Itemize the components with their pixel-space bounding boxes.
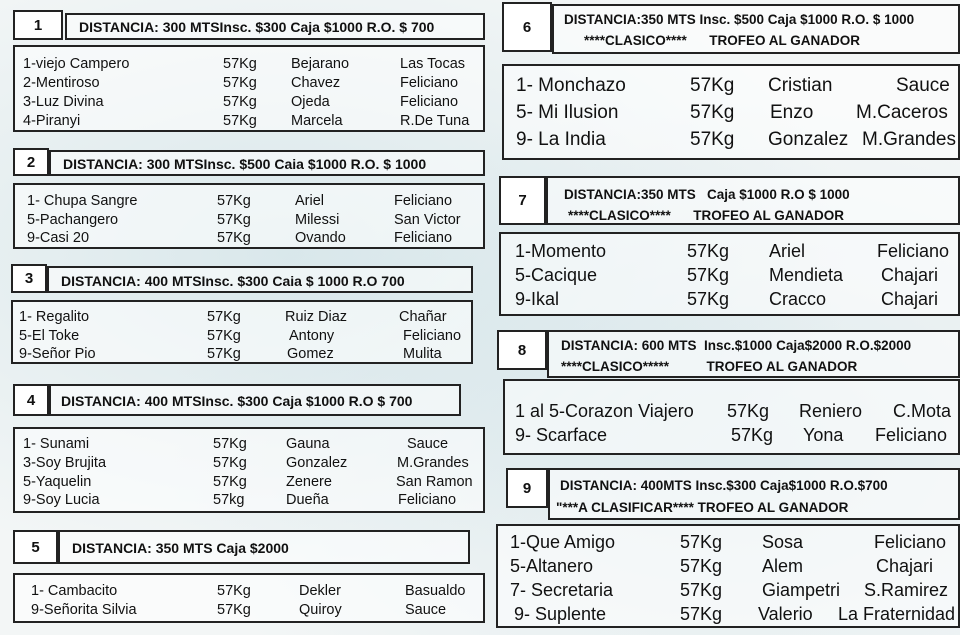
race-header-text: DISTANCIA: 600 MTS Insc.$1000 Caja$2000 R.O.$2000: [561, 338, 912, 353]
weight: 57Kg: [217, 193, 251, 209]
stable: San Ramon: [396, 474, 473, 490]
race-header-text: DISTANCIA: 400 MTSInsc. $300 Caja $1000 R.O $ 700: [61, 393, 413, 409]
stable: Sauce: [407, 436, 449, 452]
weight: 57Kg: [207, 328, 241, 344]
stable: Basualdo: [405, 583, 466, 599]
jockey: Yona: [803, 425, 844, 445]
horse-name: 5-Yaquelin: [23, 474, 92, 490]
weight: 57Kg: [213, 455, 247, 471]
jockey: Bejarano: [291, 56, 350, 72]
weight: 57Kg: [727, 401, 770, 421]
stable: Sauce: [896, 75, 950, 96]
horse-name: 9- Suplente: [514, 604, 607, 624]
race-number-6: 6: [502, 2, 552, 52]
stable: Chajari: [881, 289, 939, 309]
jockey: Chavez: [291, 75, 341, 91]
horse-name: 5-Cacique: [515, 265, 598, 285]
weight: 57Kg: [217, 230, 251, 246]
race-entries-6: [502, 64, 960, 160]
horse-name: 5-El Toke: [19, 328, 80, 344]
weight: 57kg: [213, 492, 245, 508]
weight: 57Kg: [731, 425, 774, 445]
stable: Chajari: [881, 265, 939, 285]
horse-name: 1 al 5-Corazon Viajero: [515, 401, 694, 421]
race-number-3: 3: [11, 264, 47, 293]
horse-name: 1- Monchazo: [516, 75, 626, 96]
horse-name: 9-Señor Pio: [19, 346, 96, 362]
weight: 57Kg: [223, 75, 257, 91]
stable: Feliciano: [874, 532, 947, 552]
horse-name: 3-Luz Divina: [23, 94, 104, 110]
race-header-4: [49, 384, 461, 416]
race-subheader-text: ****CLASICO**** TROFEO AL GANADOR: [584, 33, 861, 48]
jockey: Antony: [289, 328, 335, 344]
race-header-5: [58, 530, 470, 564]
jockey: Mendieta: [769, 265, 844, 285]
race-entries-9: [496, 524, 960, 628]
horse-name: 1- Chupa Sangre: [27, 193, 138, 209]
stable: San Victor: [394, 212, 461, 228]
jockey: Alem: [762, 556, 804, 576]
weight: 57Kg: [207, 346, 241, 362]
race-number-1: 1: [13, 10, 63, 40]
race-entries-5: [13, 573, 485, 623]
jockey: Giampetri: [762, 580, 841, 600]
race-header-text: DISTANCIA: 300 MTSInsc. $500 Caia $1000 R.O. $ 1000: [63, 156, 427, 172]
horse-name: 9- La India: [516, 129, 606, 150]
race-entries-4: [13, 427, 485, 513]
weight: 57Kg: [213, 436, 247, 452]
race-subheader-text: "***A CLASIFICAR**** TROFEO AL GANADOR: [556, 500, 849, 515]
weight: 57Kg: [680, 580, 723, 600]
stable: S.Ramirez: [864, 580, 949, 600]
jockey: Zenere: [286, 474, 332, 490]
race-header-6: [552, 4, 960, 54]
race-number-4: 4: [13, 384, 49, 416]
race-header-2: [49, 150, 485, 176]
weight: 57Kg: [223, 56, 257, 72]
horse-name: 2-Mentiroso: [23, 75, 100, 91]
jockey: Ruiz Diaz: [285, 309, 348, 325]
jockey: Ariel: [295, 193, 325, 209]
horse-name: 1- Sunami: [23, 436, 90, 452]
race-header-1: [65, 13, 485, 40]
jockey: Gonzalez: [286, 455, 348, 471]
race-number-5: 5: [13, 530, 58, 564]
race-number-7: 7: [499, 176, 546, 225]
race-header-text: DISTANCIA: 400 MTSInsc. $300 Caia $ 1000 R.O 700: [61, 273, 405, 289]
jockey: Ovando: [295, 230, 346, 246]
stable: Las Tocas: [400, 56, 466, 72]
stable: M.Caceros: [856, 102, 948, 123]
jockey: Gomez: [287, 346, 334, 362]
horse-name: 5-Pachangero: [27, 212, 119, 228]
stable: R.De Tuna: [400, 113, 470, 129]
jockey: Dekler: [299, 583, 341, 599]
horse-name: 9-Casi 20: [27, 230, 90, 246]
weight: 57Kg: [223, 113, 257, 129]
jockey: Ojeda: [291, 94, 330, 110]
jockey: Dueña: [286, 492, 329, 508]
race-header-text: DISTANCIA:350 MTS Insc. $500 Caja $1000 R.O. $ 1000: [564, 12, 915, 27]
weight: 57Kg: [690, 129, 735, 150]
race-number-9: 9: [506, 468, 548, 508]
stable: Feliciano: [400, 94, 459, 110]
stable: M.Grandes: [862, 129, 956, 150]
horse-name: 9-Soy Lucia: [23, 492, 100, 508]
stable: C.Mota: [893, 401, 952, 421]
weight: 57Kg: [207, 309, 241, 325]
stable: Chañar: [399, 309, 447, 325]
jockey: Cracco: [769, 289, 827, 309]
horse-name: 9- Scarface: [515, 425, 608, 445]
jockey: Ariel: [769, 241, 806, 261]
horse-name: 1- Cambacito: [31, 583, 118, 599]
jockey: Enzo: [770, 102, 814, 123]
race-header-text: DISTANCIA: 350 MTS Caja $2000: [72, 540, 289, 556]
jockey: Valerio: [758, 604, 813, 624]
weight: 57Kg: [213, 474, 247, 490]
stable: M.Grandes: [397, 455, 469, 471]
race-header-text: DISTANCIA: 300 MTSInsc. $300 Caja $1000 R.O. $ 700: [79, 19, 435, 35]
horse-name: 7- Secretaria: [510, 580, 614, 600]
horse-name: 1-viejo Campero: [23, 56, 130, 72]
stable: Feliciano: [877, 241, 950, 261]
race-number-2: 2: [13, 148, 49, 176]
race-entries-2: [13, 183, 485, 249]
race-header-7: [546, 176, 960, 225]
race-header-8: [547, 330, 960, 378]
horse-name: 3-Soy Brujita: [23, 455, 107, 471]
weight: 57Kg: [217, 212, 251, 228]
horse-name: 1-Que Amigo: [510, 532, 616, 552]
jockey: Gonzalez: [768, 129, 849, 150]
race-header-9: [548, 468, 960, 520]
weight: 57Kg: [690, 75, 735, 96]
weight: 57Kg: [687, 241, 730, 261]
weight: 57Kg: [680, 604, 723, 624]
weight: 57Kg: [217, 583, 251, 599]
weight: 57Kg: [217, 602, 251, 618]
jockey: Quiroy: [299, 602, 342, 618]
horse-name: 5- Mi Ilusion: [516, 102, 619, 123]
stable: Sauce: [405, 602, 447, 618]
weight: 57Kg: [680, 556, 723, 576]
stable: Feliciano: [400, 75, 459, 91]
horse-name: 1-Momento: [515, 241, 607, 261]
race-subheader-text: ****CLASICO**** TROFEO AL GANADOR: [568, 208, 845, 223]
stable: La Fraternidad: [838, 604, 956, 624]
horse-name: 1- Regalito: [19, 309, 90, 325]
weight: 57Kg: [680, 532, 723, 552]
race-header-text: DISTANCIA:350 MTS Caja $1000 R.O $ 1000: [564, 187, 850, 202]
weight: 57Kg: [223, 94, 257, 110]
jockey: Gauna: [286, 436, 330, 452]
jockey: Marcela: [291, 113, 343, 129]
stable: Feliciano: [394, 193, 453, 209]
weight: 57Kg: [687, 289, 730, 309]
stable: Mulita: [403, 346, 442, 362]
stable: Feliciano: [394, 230, 453, 246]
race-entries-3: [11, 300, 473, 364]
horse-name: 4-Piranyi: [23, 113, 81, 129]
race-subheader-text: ****CLASICO***** TROFEO AL GANADOR: [561, 359, 858, 374]
horse-name: 5-Altanero: [510, 556, 594, 576]
horse-name: 9-Señorita Silvia: [31, 602, 137, 618]
weight: 57Kg: [687, 265, 730, 285]
race-entries-7: [499, 232, 960, 316]
race-entries-1: [13, 45, 485, 132]
jockey: Milessi: [295, 212, 340, 228]
jockey: Reniero: [799, 401, 863, 421]
stable: Feliciano: [875, 425, 948, 445]
stable: Feliciano: [403, 328, 462, 344]
jockey: Sosa: [762, 532, 804, 552]
race-entries-8: [503, 379, 960, 455]
weight: 57Kg: [690, 102, 735, 123]
stable: Chajari: [876, 556, 934, 576]
stable: Feliciano: [398, 492, 457, 508]
race-header-text: DISTANCIA: 400MTS Insc.$300 Caja$1000 R.O.$700: [560, 478, 888, 493]
race-number-8: 8: [497, 330, 547, 370]
race-header-3: [47, 266, 473, 293]
horse-name: 9-Ikal: [515, 289, 560, 309]
jockey: Cristian: [768, 75, 833, 96]
